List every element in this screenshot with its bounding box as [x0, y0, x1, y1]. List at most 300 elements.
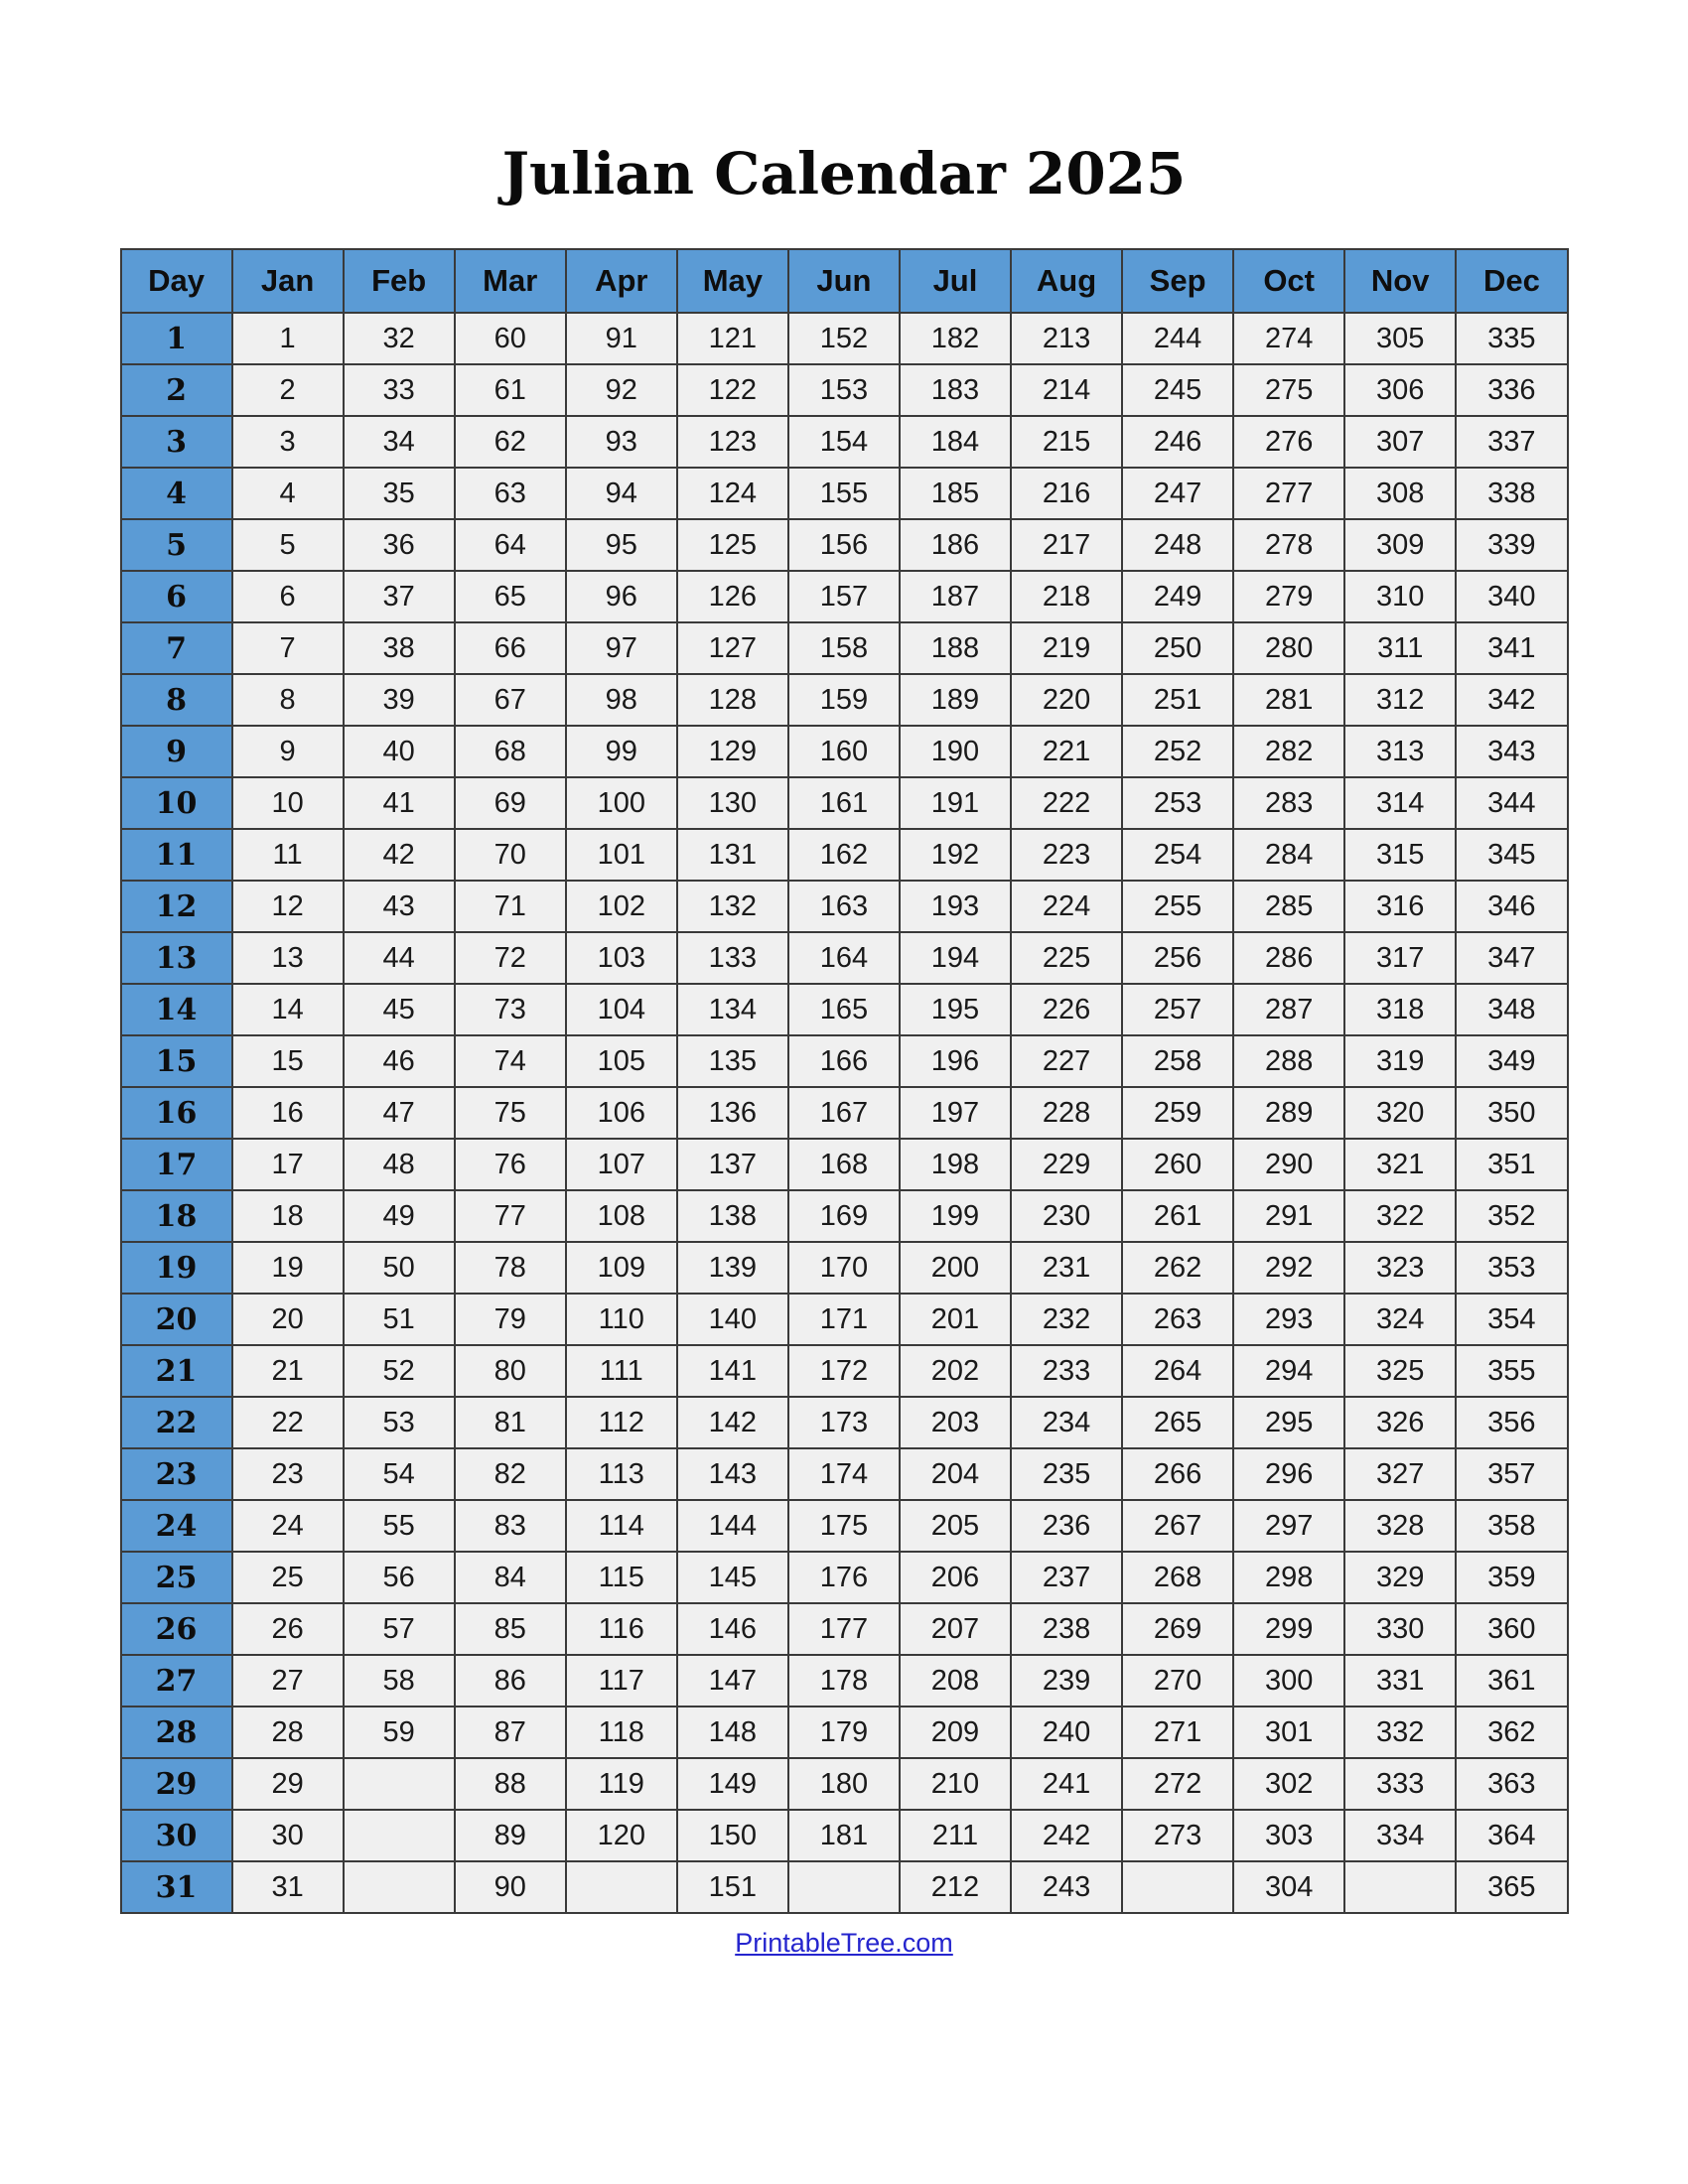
julian-day-cell: 319 — [1344, 1035, 1456, 1087]
julian-day-cell: 249 — [1122, 571, 1233, 622]
julian-day-cell: 56 — [344, 1552, 455, 1603]
table-row — [121, 829, 1568, 881]
julian-day-cell: 361 — [1456, 1655, 1567, 1706]
julian-day-cell: 268 — [1122, 1552, 1233, 1603]
julian-day-cell: 300 — [1233, 1655, 1344, 1706]
julian-day-cell: 234 — [1011, 1397, 1122, 1448]
julian-day-cell: 130 — [677, 777, 788, 829]
julian-day-cell: 171 — [788, 1294, 900, 1345]
julian-day-cell: 136 — [677, 1087, 788, 1139]
julian-day-cell: 147 — [677, 1655, 788, 1706]
julian-day-cell: 86 — [455, 1655, 566, 1706]
julian-day-cell: 119 — [566, 1758, 677, 1810]
julian-day-cell: 353 — [1456, 1242, 1567, 1294]
julian-day-cell: 24 — [232, 1500, 344, 1552]
julian-day-cell: 155 — [788, 468, 900, 519]
julian-day-cell: 275 — [1233, 364, 1344, 416]
julian-day-cell: 150 — [677, 1810, 788, 1861]
julian-day-cell: 281 — [1233, 674, 1344, 726]
table-row — [121, 777, 1568, 829]
julian-day-cell: 154 — [788, 416, 900, 468]
julian-day-cell: 330 — [1344, 1603, 1456, 1655]
julian-day-cell: 134 — [677, 984, 788, 1035]
header-row — [121, 249, 1568, 313]
julian-day-cell: 58 — [344, 1655, 455, 1706]
julian-day-cell: 280 — [1233, 622, 1344, 674]
julian-day-cell: 214 — [1011, 364, 1122, 416]
julian-day-cell: 362 — [1456, 1706, 1567, 1758]
julian-day-cell: 269 — [1122, 1603, 1233, 1655]
julian-day-cell: 107 — [566, 1139, 677, 1190]
day-cell: 2 — [121, 364, 232, 416]
julian-day-cell: 70 — [455, 829, 566, 881]
julian-day-cell: 324 — [1344, 1294, 1456, 1345]
julian-day-cell: 342 — [1456, 674, 1567, 726]
julian-day-cell: 206 — [900, 1552, 1011, 1603]
julian-day-cell: 63 — [455, 468, 566, 519]
julian-day-cell: 94 — [566, 468, 677, 519]
julian-day-cell: 71 — [455, 881, 566, 932]
day-cell: 26 — [121, 1603, 232, 1655]
julian-day-cell: 54 — [344, 1448, 455, 1500]
julian-day-cell: 95 — [566, 519, 677, 571]
julian-day-cell: 49 — [344, 1190, 455, 1242]
julian-day-cell: 50 — [344, 1242, 455, 1294]
julian-day-cell: 279 — [1233, 571, 1344, 622]
julian-day-cell: 277 — [1233, 468, 1344, 519]
julian-day-cell: 202 — [900, 1345, 1011, 1397]
julian-day-cell: 183 — [900, 364, 1011, 416]
julian-day-cell: 112 — [566, 1397, 677, 1448]
julian-day-cell: 115 — [566, 1552, 677, 1603]
julian-day-cell: 310 — [1344, 571, 1456, 622]
julian-day-cell: 75 — [455, 1087, 566, 1139]
day-cell: 3 — [121, 416, 232, 468]
julian-day-cell: 41 — [344, 777, 455, 829]
julian-day-cell — [566, 1861, 677, 1913]
julian-day-cell: 243 — [1011, 1861, 1122, 1913]
table-row — [121, 1448, 1568, 1500]
julian-calendar-table — [120, 248, 1569, 1914]
julian-day-cell: 117 — [566, 1655, 677, 1706]
day-cell: 12 — [121, 881, 232, 932]
day-cell: 22 — [121, 1397, 232, 1448]
julian-day-cell: 61 — [455, 364, 566, 416]
day-cell: 25 — [121, 1552, 232, 1603]
julian-day-cell: 237 — [1011, 1552, 1122, 1603]
julian-day-cell: 207 — [900, 1603, 1011, 1655]
julian-day-cell: 62 — [455, 416, 566, 468]
julian-day-cell: 197 — [900, 1087, 1011, 1139]
julian-day-cell: 176 — [788, 1552, 900, 1603]
julian-day-cell: 242 — [1011, 1810, 1122, 1861]
julian-day-cell: 74 — [455, 1035, 566, 1087]
table-row — [121, 1294, 1568, 1345]
julian-day-cell: 11 — [232, 829, 344, 881]
julian-day-cell: 97 — [566, 622, 677, 674]
table-row — [121, 881, 1568, 932]
julian-day-cell: 348 — [1456, 984, 1567, 1035]
julian-day-cell: 110 — [566, 1294, 677, 1345]
julian-day-cell: 313 — [1344, 726, 1456, 777]
column-header-sep: Sep — [1122, 249, 1233, 313]
day-cell: 31 — [121, 1861, 232, 1913]
julian-day-cell: 2 — [232, 364, 344, 416]
julian-day-cell: 111 — [566, 1345, 677, 1397]
page-title: Julian Calendar 2025 — [501, 140, 1187, 207]
day-cell: 19 — [121, 1242, 232, 1294]
day-cell: 30 — [121, 1810, 232, 1861]
julian-day-cell: 317 — [1344, 932, 1456, 984]
julian-day-cell: 78 — [455, 1242, 566, 1294]
julian-day-cell: 60 — [455, 313, 566, 364]
table-row — [121, 674, 1568, 726]
julian-day-cell: 21 — [232, 1345, 344, 1397]
julian-day-cell: 180 — [788, 1758, 900, 1810]
julian-day-cell: 88 — [455, 1758, 566, 1810]
table-row — [121, 519, 1568, 571]
julian-day-cell: 126 — [677, 571, 788, 622]
julian-day-cell: 109 — [566, 1242, 677, 1294]
julian-day-cell: 158 — [788, 622, 900, 674]
julian-day-cell: 219 — [1011, 622, 1122, 674]
julian-day-cell: 276 — [1233, 416, 1344, 468]
julian-day-cell: 118 — [566, 1706, 677, 1758]
julian-day-cell: 48 — [344, 1139, 455, 1190]
julian-day-cell: 135 — [677, 1035, 788, 1087]
julian-day-cell: 151 — [677, 1861, 788, 1913]
julian-day-cell: 55 — [344, 1500, 455, 1552]
julian-day-cell: 105 — [566, 1035, 677, 1087]
julian-day-cell: 247 — [1122, 468, 1233, 519]
julian-day-cell: 250 — [1122, 622, 1233, 674]
julian-day-cell: 81 — [455, 1397, 566, 1448]
julian-day-cell: 179 — [788, 1706, 900, 1758]
julian-day-cell: 164 — [788, 932, 900, 984]
table-row — [121, 1655, 1568, 1706]
julian-day-cell: 29 — [232, 1758, 344, 1810]
julian-day-cell: 142 — [677, 1397, 788, 1448]
julian-day-cell: 240 — [1011, 1706, 1122, 1758]
julian-day-cell: 127 — [677, 622, 788, 674]
table-row — [121, 1345, 1568, 1397]
julian-day-cell: 216 — [1011, 468, 1122, 519]
day-cell: 11 — [121, 829, 232, 881]
julian-day-cell: 133 — [677, 932, 788, 984]
julian-day-cell: 12 — [232, 881, 344, 932]
julian-day-cell: 261 — [1122, 1190, 1233, 1242]
julian-day-cell: 9 — [232, 726, 344, 777]
julian-day-cell: 23 — [232, 1448, 344, 1500]
table-row — [121, 416, 1568, 468]
julian-day-cell: 159 — [788, 674, 900, 726]
day-cell: 4 — [121, 468, 232, 519]
julian-day-cell: 333 — [1344, 1758, 1456, 1810]
julian-day-cell: 235 — [1011, 1448, 1122, 1500]
julian-day-cell: 344 — [1456, 777, 1567, 829]
table-row — [121, 313, 1568, 364]
column-header-day: Day — [121, 249, 232, 313]
julian-day-cell: 356 — [1456, 1397, 1567, 1448]
julian-day-cell: 35 — [344, 468, 455, 519]
julian-day-cell: 186 — [900, 519, 1011, 571]
julian-day-cell: 295 — [1233, 1397, 1344, 1448]
julian-day-cell: 8 — [232, 674, 344, 726]
julian-day-cell: 252 — [1122, 726, 1233, 777]
table-row — [121, 1552, 1568, 1603]
julian-day-cell: 44 — [344, 932, 455, 984]
julian-day-cell: 181 — [788, 1810, 900, 1861]
julian-day-cell: 66 — [455, 622, 566, 674]
julian-day-cell: 96 — [566, 571, 677, 622]
julian-day-cell: 326 — [1344, 1397, 1456, 1448]
julian-day-cell: 354 — [1456, 1294, 1567, 1345]
day-cell: 21 — [121, 1345, 232, 1397]
julian-day-cell: 34 — [344, 416, 455, 468]
julian-day-cell: 309 — [1344, 519, 1456, 571]
julian-day-cell: 220 — [1011, 674, 1122, 726]
julian-day-cell: 335 — [1456, 313, 1567, 364]
table-header-row — [121, 249, 1568, 313]
table-body — [121, 313, 1568, 1913]
julian-day-cell: 287 — [1233, 984, 1344, 1035]
julian-day-cell: 165 — [788, 984, 900, 1035]
julian-day-cell: 67 — [455, 674, 566, 726]
julian-day-cell: 114 — [566, 1500, 677, 1552]
julian-day-cell: 146 — [677, 1603, 788, 1655]
julian-day-cell: 331 — [1344, 1655, 1456, 1706]
julian-day-cell: 100 — [566, 777, 677, 829]
table-row — [121, 1190, 1568, 1242]
table-row — [121, 1500, 1568, 1552]
julian-day-cell: 360 — [1456, 1603, 1567, 1655]
julian-day-cell: 191 — [900, 777, 1011, 829]
table-row — [121, 984, 1568, 1035]
julian-day-cell: 257 — [1122, 984, 1233, 1035]
julian-day-cell: 124 — [677, 468, 788, 519]
julian-day-cell: 352 — [1456, 1190, 1567, 1242]
julian-day-cell: 224 — [1011, 881, 1122, 932]
printabletree-link[interactable]: PrintableTree.com — [735, 1928, 953, 1958]
julian-day-cell: 308 — [1344, 468, 1456, 519]
julian-day-cell: 5 — [232, 519, 344, 571]
julian-day-cell: 271 — [1122, 1706, 1233, 1758]
julian-day-cell: 355 — [1456, 1345, 1567, 1397]
julian-day-cell: 270 — [1122, 1655, 1233, 1706]
column-header-dec: Dec — [1456, 249, 1567, 313]
julian-day-cell: 232 — [1011, 1294, 1122, 1345]
julian-day-cell: 178 — [788, 1655, 900, 1706]
julian-day-cell: 22 — [232, 1397, 344, 1448]
table-row — [121, 1139, 1568, 1190]
julian-day-cell: 346 — [1456, 881, 1567, 932]
julian-day-cell: 36 — [344, 519, 455, 571]
julian-day-cell: 301 — [1233, 1706, 1344, 1758]
julian-day-cell: 211 — [900, 1810, 1011, 1861]
julian-day-cell: 42 — [344, 829, 455, 881]
julian-day-cell: 169 — [788, 1190, 900, 1242]
julian-day-cell: 339 — [1456, 519, 1567, 571]
julian-day-cell: 13 — [232, 932, 344, 984]
julian-day-cell: 329 — [1344, 1552, 1456, 1603]
julian-day-cell: 40 — [344, 726, 455, 777]
julian-day-cell: 292 — [1233, 1242, 1344, 1294]
julian-day-cell: 184 — [900, 416, 1011, 468]
julian-day-cell: 43 — [344, 881, 455, 932]
julian-day-cell: 221 — [1011, 726, 1122, 777]
julian-day-cell: 80 — [455, 1345, 566, 1397]
julian-day-cell: 327 — [1344, 1448, 1456, 1500]
julian-day-cell: 137 — [677, 1139, 788, 1190]
julian-day-cell: 51 — [344, 1294, 455, 1345]
julian-day-cell: 104 — [566, 984, 677, 1035]
julian-day-cell: 193 — [900, 881, 1011, 932]
julian-day-cell: 200 — [900, 1242, 1011, 1294]
column-header-jun: Jun — [788, 249, 900, 313]
julian-day-cell: 289 — [1233, 1087, 1344, 1139]
julian-day-cell: 108 — [566, 1190, 677, 1242]
day-cell: 13 — [121, 932, 232, 984]
julian-day-cell: 15 — [232, 1035, 344, 1087]
julian-day-cell: 265 — [1122, 1397, 1233, 1448]
julian-day-cell: 28 — [232, 1706, 344, 1758]
julian-day-cell: 168 — [788, 1139, 900, 1190]
julian-day-cell: 304 — [1233, 1861, 1344, 1913]
julian-day-cell: 260 — [1122, 1139, 1233, 1190]
julian-day-cell: 47 — [344, 1087, 455, 1139]
julian-day-cell: 30 — [232, 1810, 344, 1861]
julian-day-cell: 238 — [1011, 1603, 1122, 1655]
julian-day-cell: 244 — [1122, 313, 1233, 364]
julian-day-cell: 4 — [232, 468, 344, 519]
julian-day-cell: 18 — [232, 1190, 344, 1242]
julian-day-cell: 363 — [1456, 1758, 1567, 1810]
julian-day-cell: 263 — [1122, 1294, 1233, 1345]
julian-day-cell: 278 — [1233, 519, 1344, 571]
julian-day-cell: 364 — [1456, 1810, 1567, 1861]
julian-day-cell: 274 — [1233, 313, 1344, 364]
julian-day-cell: 285 — [1233, 881, 1344, 932]
column-header-apr: Apr — [566, 249, 677, 313]
julian-day-cell: 128 — [677, 674, 788, 726]
julian-day-cell: 315 — [1344, 829, 1456, 881]
julian-day-cell: 101 — [566, 829, 677, 881]
julian-day-cell: 323 — [1344, 1242, 1456, 1294]
julian-day-cell: 93 — [566, 416, 677, 468]
julian-day-cell: 351 — [1456, 1139, 1567, 1190]
julian-day-cell: 141 — [677, 1345, 788, 1397]
julian-day-cell — [344, 1861, 455, 1913]
julian-day-cell: 199 — [900, 1190, 1011, 1242]
day-cell: 14 — [121, 984, 232, 1035]
julian-day-cell: 77 — [455, 1190, 566, 1242]
julian-day-cell: 204 — [900, 1448, 1011, 1500]
julian-day-cell: 59 — [344, 1706, 455, 1758]
julian-day-cell: 33 — [344, 364, 455, 416]
julian-day-cell: 156 — [788, 519, 900, 571]
julian-day-cell: 31 — [232, 1861, 344, 1913]
julian-day-cell: 87 — [455, 1706, 566, 1758]
julian-day-cell: 321 — [1344, 1139, 1456, 1190]
julian-day-cell: 3 — [232, 416, 344, 468]
julian-day-cell: 148 — [677, 1706, 788, 1758]
column-header-mar: Mar — [455, 249, 566, 313]
footer — [0, 1928, 1688, 1959]
julian-day-cell — [344, 1810, 455, 1861]
julian-day-cell: 82 — [455, 1448, 566, 1500]
julian-day-cell: 254 — [1122, 829, 1233, 881]
julian-day-cell: 19 — [232, 1242, 344, 1294]
julian-day-cell: 255 — [1122, 881, 1233, 932]
julian-day-cell: 314 — [1344, 777, 1456, 829]
julian-day-cell: 248 — [1122, 519, 1233, 571]
table-row — [121, 1603, 1568, 1655]
julian-day-cell: 357 — [1456, 1448, 1567, 1500]
table-row — [121, 932, 1568, 984]
julian-day-cell: 190 — [900, 726, 1011, 777]
column-header-oct: Oct — [1233, 249, 1344, 313]
julian-day-cell: 188 — [900, 622, 1011, 674]
julian-day-cell: 245 — [1122, 364, 1233, 416]
julian-day-cell: 92 — [566, 364, 677, 416]
julian-day-cell: 297 — [1233, 1500, 1344, 1552]
day-cell: 23 — [121, 1448, 232, 1500]
julian-day-cell: 194 — [900, 932, 1011, 984]
julian-day-cell: 120 — [566, 1810, 677, 1861]
julian-day-cell: 226 — [1011, 984, 1122, 1035]
table-row — [121, 1810, 1568, 1861]
table-row — [121, 571, 1568, 622]
julian-day-cell: 162 — [788, 829, 900, 881]
column-header-jan: Jan — [232, 249, 344, 313]
julian-day-cell: 83 — [455, 1500, 566, 1552]
julian-day-cell: 288 — [1233, 1035, 1344, 1087]
julian-day-cell: 320 — [1344, 1087, 1456, 1139]
julian-day-cell — [788, 1861, 900, 1913]
julian-day-cell: 45 — [344, 984, 455, 1035]
day-cell: 1 — [121, 313, 232, 364]
julian-day-cell: 233 — [1011, 1345, 1122, 1397]
julian-day-cell: 266 — [1122, 1448, 1233, 1500]
day-cell: 27 — [121, 1655, 232, 1706]
julian-day-cell: 294 — [1233, 1345, 1344, 1397]
julian-day-cell: 68 — [455, 726, 566, 777]
julian-day-cell: 26 — [232, 1603, 344, 1655]
julian-day-cell: 222 — [1011, 777, 1122, 829]
julian-day-cell: 195 — [900, 984, 1011, 1035]
julian-day-cell: 138 — [677, 1190, 788, 1242]
julian-day-cell: 196 — [900, 1035, 1011, 1087]
julian-day-cell: 336 — [1456, 364, 1567, 416]
julian-day-cell: 230 — [1011, 1190, 1122, 1242]
julian-day-cell: 306 — [1344, 364, 1456, 416]
julian-day-cell: 349 — [1456, 1035, 1567, 1087]
julian-day-cell: 359 — [1456, 1552, 1567, 1603]
julian-day-cell: 239 — [1011, 1655, 1122, 1706]
table-row — [121, 726, 1568, 777]
julian-day-cell: 121 — [677, 313, 788, 364]
julian-day-cell: 125 — [677, 519, 788, 571]
julian-day-cell: 27 — [232, 1655, 344, 1706]
julian-day-cell: 302 — [1233, 1758, 1344, 1810]
julian-day-cell: 89 — [455, 1810, 566, 1861]
day-cell: 5 — [121, 519, 232, 571]
julian-day-cell: 53 — [344, 1397, 455, 1448]
julian-day-cell: 152 — [788, 313, 900, 364]
julian-day-cell: 337 — [1456, 416, 1567, 468]
julian-day-cell: 72 — [455, 932, 566, 984]
julian-day-cell: 123 — [677, 416, 788, 468]
